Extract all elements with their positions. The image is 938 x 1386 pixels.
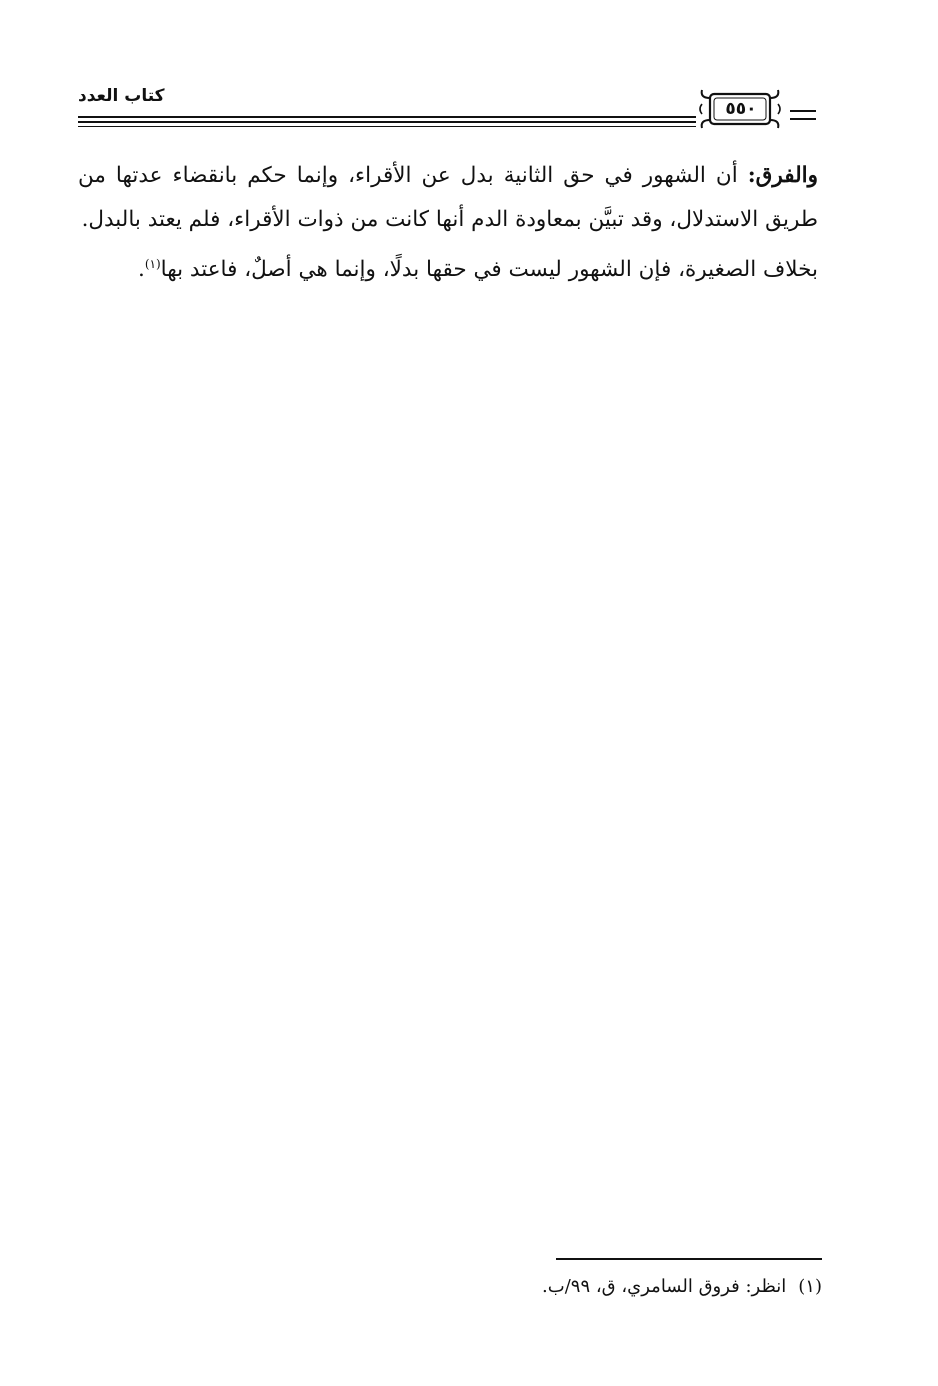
header-dash xyxy=(790,110,816,112)
page-number: ٥٥٠ xyxy=(725,99,757,119)
footnote-number: (١) xyxy=(798,1276,822,1297)
footnote-reference[interactable]: (١) xyxy=(144,256,161,271)
header-dash xyxy=(790,118,816,120)
paragraph-text: أن الشهور في حق الثانية بدل عن الأقراء، وإنما حكم بانقضاء عدتها من طريق الاستدلال، وقد تبيَّن بمعاودة الدم أنها كانت من ذوات الأقراء، فلم يعتد بالبدل. xyxy=(78,163,818,232)
footnote-rule xyxy=(556,1258,822,1260)
paragraph-end: . xyxy=(137,257,145,282)
footnote xyxy=(400,1272,822,1302)
paragraph-text: بخلاف الصغيرة، فإن الشهور ليست في حقها بدلًا، وإنما هي أصلٌ، فاعتد بها xyxy=(160,257,818,282)
paragraph xyxy=(78,154,818,242)
main-text xyxy=(78,154,818,298)
footnote-text: انظر: فروق السامري، ق، ٩٩/ب. xyxy=(542,1276,787,1297)
header-rule xyxy=(78,121,696,123)
lead-term: والفرق: xyxy=(747,163,818,188)
running-title: كتاب العدد xyxy=(78,86,165,106)
header-rule xyxy=(78,116,696,118)
header-rule xyxy=(78,126,696,127)
paragraph xyxy=(78,248,818,292)
